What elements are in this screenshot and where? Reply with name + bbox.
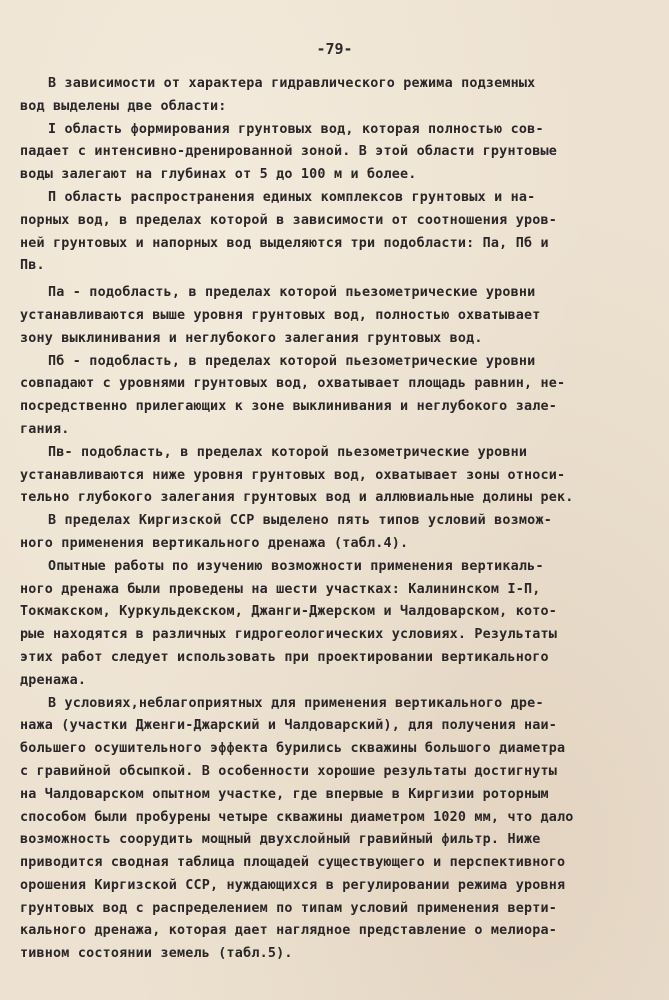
text-line: ней грунтовых и напорных вод выделяются три подобласти: Па, Пб и xyxy=(20,235,549,251)
text-line: посредственно прилегающих к зоне выклинивания и неглубокого зале- xyxy=(20,399,558,415)
text-line: большего осушительного эффекта бурились скважины большого диаметра xyxy=(20,741,566,757)
text-line: способом были пробурены четыре скважины диаметром 1020 мм, что дало xyxy=(20,809,574,825)
text-line: порных вод, в пределах которой в зависимости от соотношения уров- xyxy=(20,212,558,228)
text-line: гания. xyxy=(20,421,70,437)
text-line: кального дренажа, которая дает наглядное представление о мелиора- xyxy=(20,923,558,939)
text-line: воды залегают на глубинах от 5 до 100 м и более. xyxy=(20,167,417,183)
text-line: возможность соорудить мощный двухслойный гравийный фильтр. Ниже xyxy=(20,832,541,848)
text-line: совпадают с уровнями грунтовых вод, охватывает площадь равнин, не- xyxy=(20,376,566,392)
text-line: Токмакском, Куркульдекском, Джанги-Джерском и Чалдоварском, кото- xyxy=(20,604,558,620)
text-line: устанавливаются ниже уровня грунтовых вод, охватывает зоны относи- xyxy=(20,467,566,483)
text-line: П область распространения единых комплексов грунтовых и на- xyxy=(48,189,536,205)
text-line: на Чалдоварском опытном участке, где впервые в Киргизии роторным xyxy=(20,786,549,802)
text-line: нажа (участки Дженги-Джарский и Чалдоварский), для получения наи- xyxy=(20,718,558,734)
text-line: I область формирования грунтовых вод, которая полностью сов- xyxy=(48,121,544,137)
text-line: с гравийной обсыпкой. В особенности хорошие результаты достигнуты xyxy=(20,763,558,779)
text-line: Па - подобласть, в пределах которой пьезометрические уровни xyxy=(48,285,536,301)
text-line: В пределах Киргизской ССР выделено пять типов условий возмож- xyxy=(48,513,552,529)
text-line: Пв. xyxy=(20,258,45,274)
text-line: устанавливаются выше уровня грунтовых вод, полностью охватывает xyxy=(20,307,541,323)
page-number: -79- xyxy=(316,40,353,58)
text-line: Пв- подобласть, в пределах которой пьезометрические уровни xyxy=(48,444,528,460)
text-line: зону выклинивания и неглубокого залегания грунтовых вод. xyxy=(20,330,483,346)
text-line: дренажа. xyxy=(20,672,87,688)
text-line: Пб - подобласть, в пределах которой пьезометрические уровни xyxy=(48,353,536,369)
text-line: В зависимости от характера гидравлического режима подземных xyxy=(48,76,536,91)
text-line: этих работ следует использовать при проектировании вертикального xyxy=(20,649,549,665)
text-line: Опытные работы по изучению возможности применения вертикаль- xyxy=(48,558,544,574)
text-line: орошения Киргизской ССР, нуждающихся в регулировании режима уровня xyxy=(20,877,566,893)
text-line: В условиях,неблагоприятных для применения вертикального дре- xyxy=(48,695,544,711)
text-line: вод выделены две области: xyxy=(20,98,227,114)
text-line: грунтовых вод с распределением по типам условий применения верти- xyxy=(20,900,558,916)
text-line: ного дренажа были проведены на шести участках: Калининском I-П, xyxy=(20,581,541,597)
text-line: тивном состоянии земель (табл.5). xyxy=(20,946,293,962)
text-line: тельно глубокого залегания грунтовых вод и аллювиальные долины рек. xyxy=(20,490,574,506)
text-line: падает с интенсивно-дренированной зоной. В этой области грунтовые xyxy=(20,144,558,160)
body-text xyxy=(20,73,660,966)
text-line: ного применения вертикального дренажа (табл.4). xyxy=(20,535,409,551)
text-line: рые находятся в различных гидрогеологических условиях. Результаты xyxy=(20,627,558,643)
text-line: приводится сводная таблица площадей существующего и перспективного xyxy=(20,855,566,871)
